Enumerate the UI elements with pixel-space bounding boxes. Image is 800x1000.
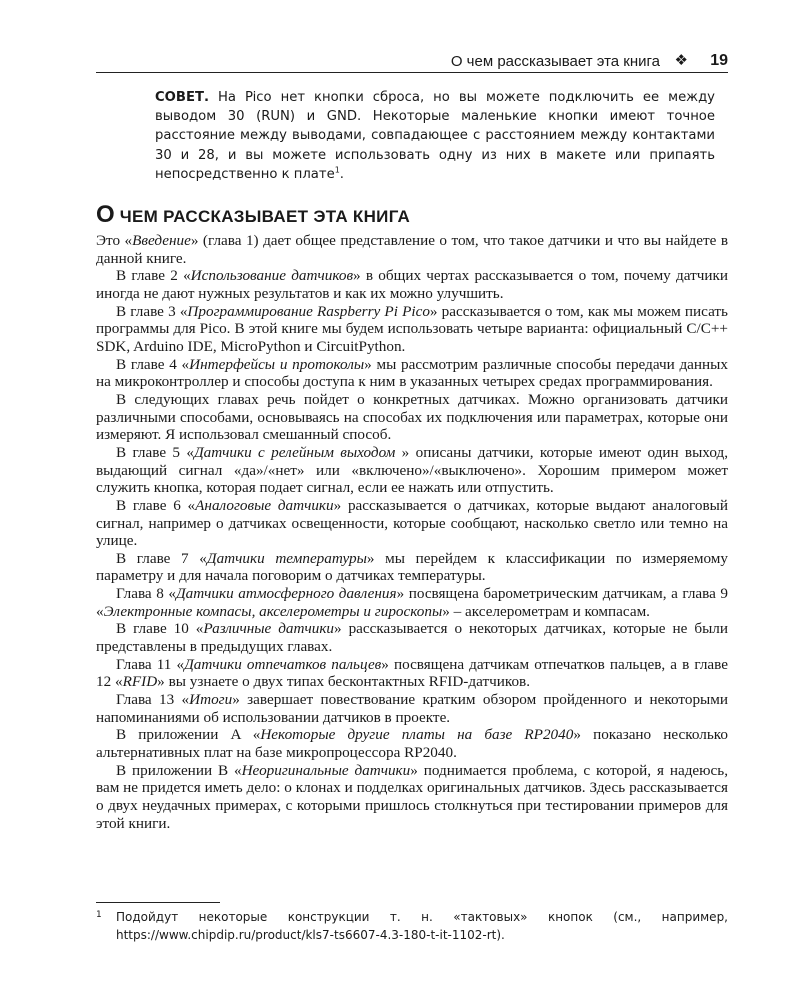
footnote-mark: 1 — [96, 910, 102, 920]
paragraph-text: Глава 11 « — [116, 655, 185, 673]
chapter-title: Датчики с релейным выходом — [193, 443, 396, 461]
footnote-divider — [96, 902, 220, 903]
paragraph-text: » в общих чертах рассказывается о том, почему датчики иногда не дают нужных результатов и как их можно улучшить. — [96, 267, 729, 302]
paragraph — [96, 303, 728, 356]
chapter-title: Датчики отпечатков пальцев — [184, 655, 382, 673]
section-heading-rest: ЧЕМ РАССКАЗЫВАЕТ ЭТА КНИГА — [114, 207, 411, 226]
paragraph — [96, 356, 728, 391]
footnote-reference[interactable]: 1 — [334, 165, 340, 175]
paragraph — [96, 267, 728, 302]
paragraph-text: В приложении B « — [116, 761, 242, 779]
section-heading-initial: О — [96, 201, 115, 228]
chapter-title: Программирование Raspberry Pi Pico — [187, 302, 430, 320]
chapter-title: Различные датчики — [203, 620, 335, 638]
chapter-title: Неоригинальные датчики — [241, 761, 411, 779]
paragraph-text: » вы узнаете о двух типах бесконтактных RFID-датчиков. — [157, 673, 531, 691]
paragraph-text: » посвящена датчикам отпечатков пальцев, а в главе 12 « — [96, 655, 728, 691]
paragraph-text: В главе 3 « — [116, 302, 188, 320]
paragraph-text: Глава 13 « — [116, 691, 190, 709]
tip-end: . — [339, 166, 344, 182]
chapter-title: Электронные компасы, акселерометры и гироскопы — [103, 602, 443, 620]
paragraph-text: » рассказывается о датчиках, которые выдают аналоговый сигнал, например о датчиках освещенности, которые сообщают, насколько светло или темно на улице. — [96, 496, 728, 550]
chapter-title: Некоторые другие платы на базе RP2040 — [260, 726, 574, 744]
paragraph-text: В главе 10 « — [116, 620, 204, 638]
chapter-title: Использование датчиков — [190, 267, 354, 285]
paragraph — [96, 585, 728, 620]
tip-label: СОВЕТ. — [155, 90, 209, 105]
paragraph-text: » мы рассмотрим различные способы передачи данных на микроконтроллер и способы доступа к ним в указанных четырех средах программирования. — [96, 355, 728, 391]
chapter-title: Датчики атмосферного давления — [175, 585, 397, 603]
paragraph-text: » описаны датчики, которые имеют один выход, выдающий сигнал «да»/«нет» или «включено»/«выключено». Хорошим примером может служить кнопка, которая подает сигнал, если ее нажать или отпустить. — [96, 443, 728, 497]
paragraph-text: » поднимается проблема, с которой, я надеюсь, вам не придется иметь дело: о клонах и подделках оригинальных датчиков. Здесь рассказывается о двух неудачных примерах, с которыми пришлось столкнуться при тестировании примеров для этой книги. — [96, 761, 728, 832]
chapter-title: RFID — [122, 673, 158, 691]
body-text — [96, 232, 728, 832]
paragraph-text: » рассказывается о некоторых датчиках, которые не были представлены в предыдущих главах. — [96, 620, 728, 656]
paragraph — [96, 232, 728, 267]
tip-text: На Pico нет кнопки сброса, но вы можете подключить ее между выводом 30 (RUN) и GND. Некоторые маленькие кнопки имеют точное расстояние между выводами, совпадающее с расстоянием между контактами 30 и 28, и вы можете использовать одну из них в макете или припаять непосредственно к плате — [155, 90, 715, 182]
paragraph — [96, 762, 728, 833]
chapter-title: Интерфейсы и протоколы — [189, 355, 365, 373]
paragraph — [96, 444, 728, 497]
paragraph-text: В главе 5 « — [116, 443, 194, 461]
chapter-title: Итоги — [189, 691, 233, 709]
paragraph-text: В приложении A « — [116, 726, 261, 744]
paragraph — [96, 391, 728, 444]
paragraph-text: » рассказывается о том, как мы можем писать программы для Pico. В этой книге мы будем использовать четыре варианта: официальный C/C++ SDK, Arduino IDE, MicroPython и CircuitPython. — [96, 302, 728, 355]
paragraph-text: Это « — [96, 232, 133, 249]
paragraph — [96, 550, 728, 585]
paragraph — [96, 726, 728, 761]
chapter-title: Аналоговые датчики — [195, 496, 334, 514]
paragraph-text: » – акселерометрам и компасам. — [442, 602, 650, 620]
paragraph-text: В главе 2 « — [116, 267, 191, 285]
ornament-diamond-icon: ❖ — [674, 52, 688, 69]
paragraph-text: » (глава 1) дает общее представление о том, что такое датчики и что вы найдете в данной книге. — [96, 232, 728, 267]
paragraph-text: В главе 6 « — [116, 496, 196, 514]
paragraph-text: В главе 7 « — [116, 549, 207, 567]
paragraph-text: Глава 8 « — [116, 585, 176, 603]
footnote — [96, 909, 728, 944]
paragraph-text: » завершает повествование кратким обзором пройденного и некоторыми напоминаниями об использовании датчиков в проекте. — [96, 691, 728, 726]
tip-box — [155, 88, 715, 184]
paragraph-text: В главе 4 « — [116, 355, 190, 373]
page-number: 19 — [710, 52, 728, 69]
running-header-title: О чем рассказывает эта книга — [450, 53, 660, 70]
paragraph-text: » мы перейдем к классификации по измеряемому параметру и для начала поговорим о датчиках температуры. — [96, 549, 729, 585]
chapter-title: Датчики температуры — [206, 549, 367, 567]
paragraph-text: » показано несколько альтернативных плат на базе микропроцессора RP2040. — [96, 726, 728, 762]
paragraph — [96, 656, 728, 691]
chapter-title: Введение — [132, 232, 191, 249]
paragraph-text: » посвящена барометрическим датчикам, а глава 9 « — [96, 585, 729, 620]
section-heading — [96, 201, 410, 229]
footnote-text: Подойдут некоторые конструкции т. н. «тактовых» кнопок (см., например, https://www.chipdip.ru/product/kls7-ts6607-4.3-180-t-it-1102-rt). — [116, 910, 728, 942]
running-header — [96, 44, 728, 73]
paragraph — [96, 497, 728, 550]
paragraph — [96, 691, 728, 726]
paragraph — [96, 620, 728, 655]
paragraph-text: В следующих главах речь пойдет о конкретных датчиках. Можно организовать датчики различными способами, основываясь на способах их подключения или параметрах, которые они измеряют. Я использовал смешанный способ. — [96, 390, 728, 444]
